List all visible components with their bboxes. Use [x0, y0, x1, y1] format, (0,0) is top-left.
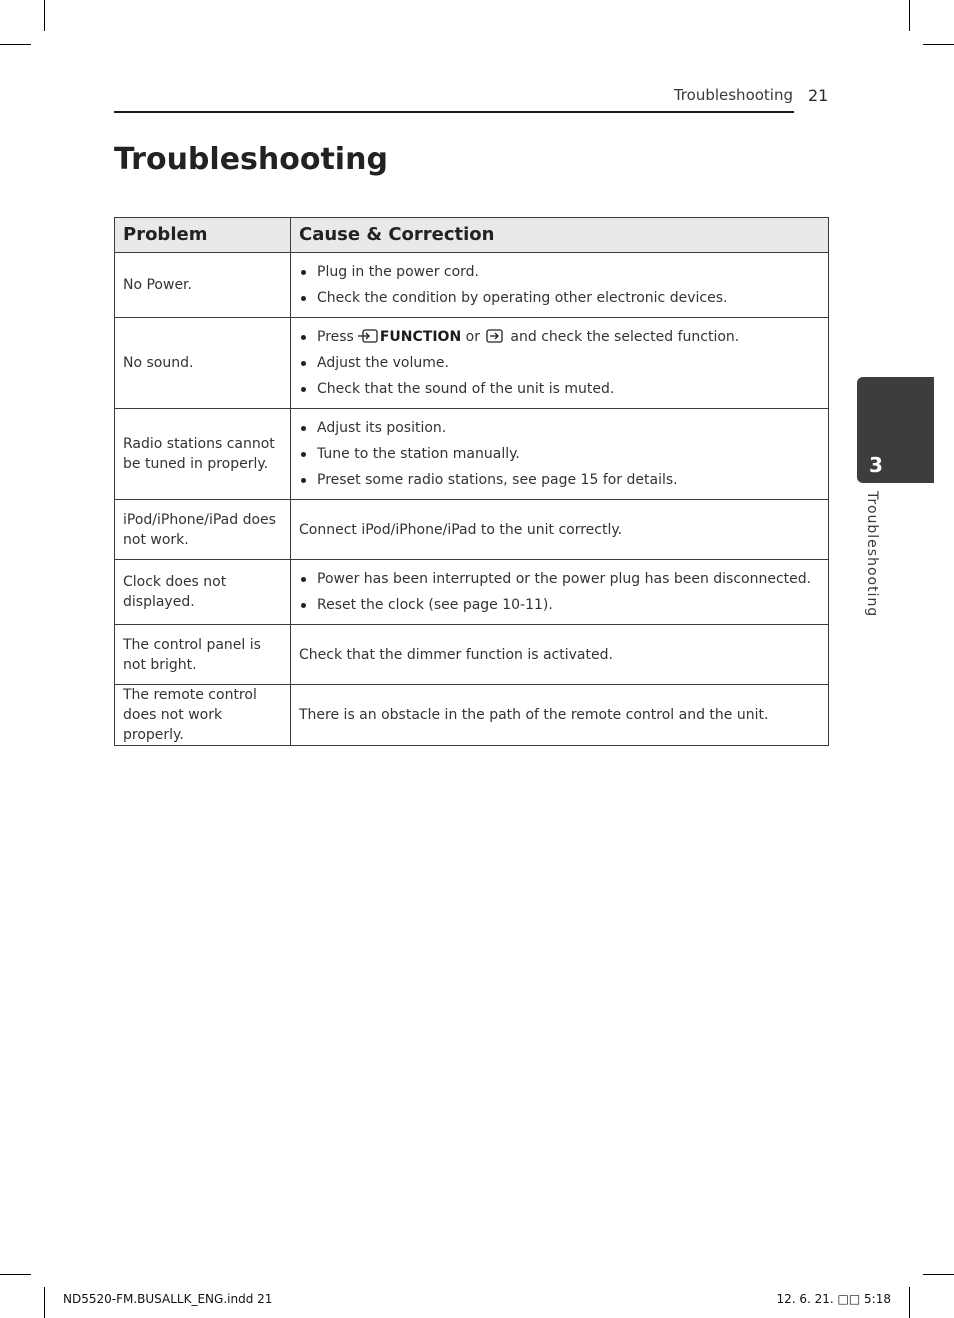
chapter-tab	[857, 377, 934, 483]
or-text: or	[465, 329, 480, 345]
header-rule	[114, 111, 794, 113]
problem-cell: The control panel is not bright.	[115, 625, 291, 685]
problem-cell: The remote control does not work properly.	[115, 685, 291, 746]
function-input-icon	[484, 326, 504, 340]
troubleshooting-table	[114, 217, 829, 746]
cause-cell: There is an obstacle in the path of the remote control and the unit.	[291, 685, 829, 746]
problem-cell: No sound.	[115, 318, 291, 409]
function-suffix-text: and check the selected function.	[510, 329, 740, 345]
function-keyword: FUNCTION	[379, 329, 462, 345]
table-row	[115, 560, 829, 625]
table-row	[115, 685, 829, 746]
column-header-cause: Cause & Correction	[291, 218, 829, 253]
crop-mark	[909, 1287, 910, 1318]
list-item: Tune to the station manually.	[299, 441, 820, 467]
problem-cell: Radio stations cannot be tuned in properly.	[115, 409, 291, 500]
function-input-icon	[358, 326, 378, 340]
list-item: Adjust the volume.	[299, 350, 820, 376]
crop-mark	[923, 44, 954, 45]
crop-mark	[909, 0, 910, 31]
chapter-number: 3	[869, 453, 883, 477]
press-text: Press	[317, 329, 354, 345]
column-header-problem: Problem	[115, 218, 291, 253]
problem-cell: Clock does not displayed.	[115, 560, 291, 625]
page-title: Troubleshooting	[114, 142, 388, 177]
cause-cell	[291, 409, 829, 500]
table-row	[115, 500, 829, 560]
chapter-side-label: Troubleshooting	[864, 491, 880, 618]
table-row	[115, 409, 829, 500]
crop-mark	[0, 1274, 31, 1275]
crop-mark	[44, 1287, 45, 1318]
problem-cell: No Power.	[115, 253, 291, 318]
list-item: Check that the sound of the unit is muted.	[299, 376, 820, 402]
running-header-title: Troubleshooting	[673, 86, 793, 104]
footer-file-info: ND5520-FM.BUSALLK_ENG.indd 21	[63, 1292, 273, 1306]
list-item: Plug in the power cord.	[299, 259, 820, 285]
list-item: Check the condition by operating other electronic devices.	[299, 285, 820, 311]
problem-cell: iPod/iPhone/iPad does not work.	[115, 500, 291, 560]
crop-mark	[0, 44, 31, 45]
table-header-row	[115, 218, 829, 253]
list-item: Preset some radio stations, see page 15 for details.	[299, 467, 820, 493]
table-row	[115, 318, 829, 409]
cause-cell	[291, 560, 829, 625]
cause-cell	[291, 253, 829, 318]
cause-cell: Connect iPod/iPhone/iPad to the unit correctly.	[291, 500, 829, 560]
cause-cell: Check that the dimmer function is activated.	[291, 625, 829, 685]
crop-mark	[44, 0, 45, 31]
cause-list	[299, 318, 820, 408]
page-number: 21	[808, 86, 829, 105]
list-item	[299, 324, 820, 350]
footer-date-time: 12. 6. 21. □□ 5:18	[776, 1292, 891, 1306]
cause-list	[299, 409, 820, 499]
list-item: Power has been interrupted or the power plug has been disconnected.	[299, 566, 820, 592]
crop-mark	[923, 1274, 954, 1275]
list-item: Reset the clock (see page 10-11).	[299, 592, 820, 618]
list-item: Adjust its position.	[299, 415, 820, 441]
cause-list	[299, 560, 820, 624]
cause-cell	[291, 318, 829, 409]
table-row	[115, 625, 829, 685]
table-row	[115, 253, 829, 318]
cause-list	[299, 253, 820, 317]
